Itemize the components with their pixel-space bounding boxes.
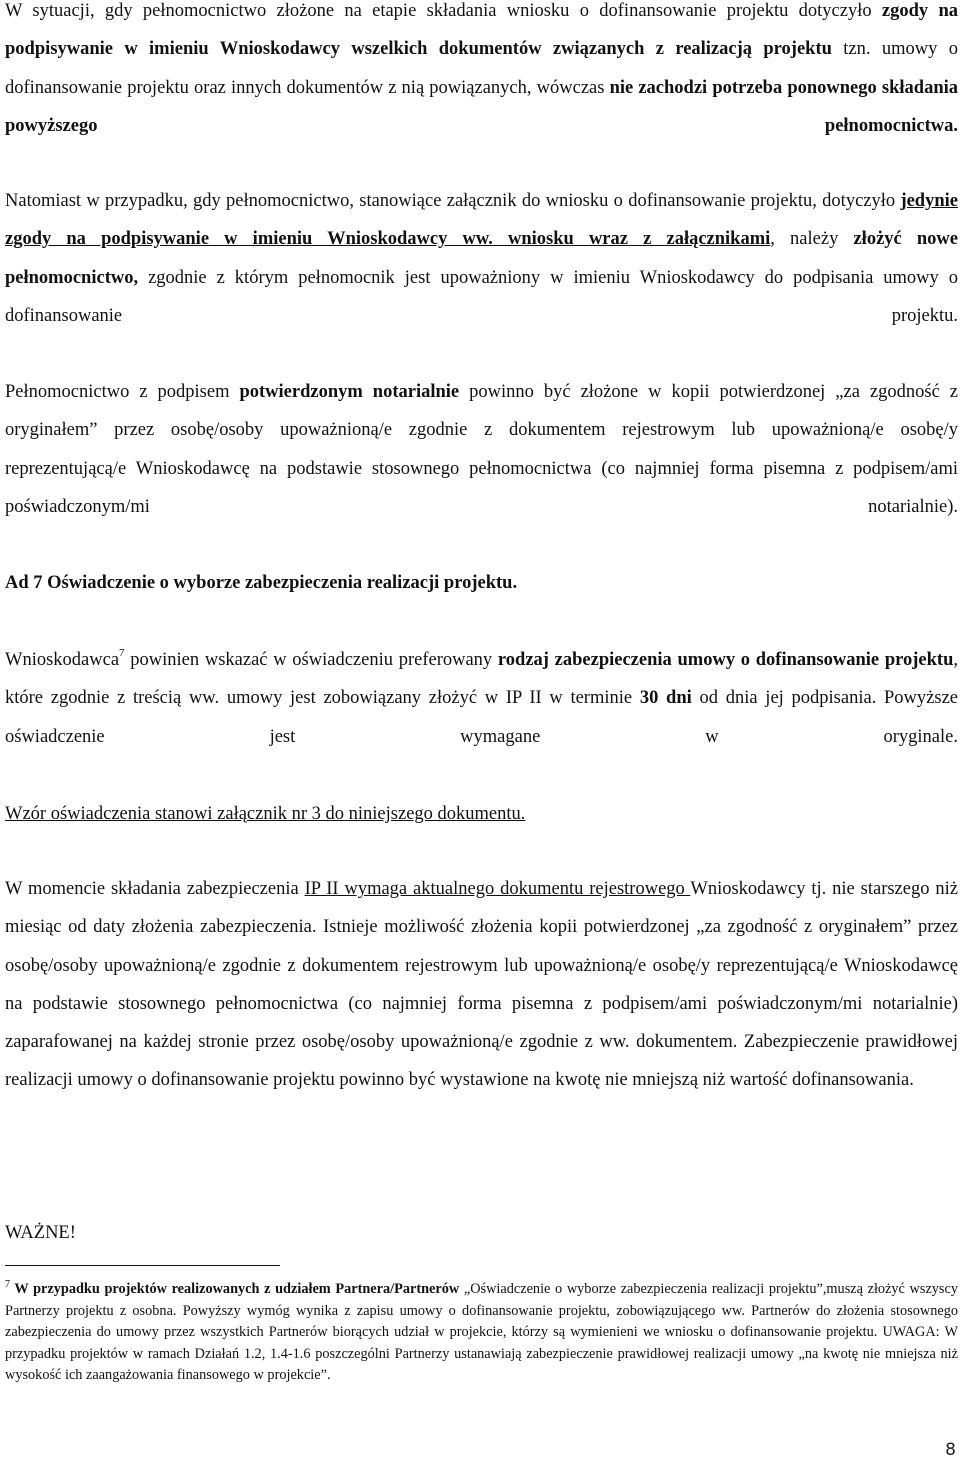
footnote-reference: 7 [119, 647, 125, 659]
footnote-emphasis: W przypadku projektów realizowanych z udziałem Partnera/Partnerów [10, 1281, 460, 1297]
emphasis: zgody na podpisywanie w imieniu Wnioskodawcy wszelkich dokumentów związanych z realizacją projektu [5, 1, 958, 60]
emphasis: potwierdzonym notarialnie [239, 382, 460, 402]
section-heading: Ad 7 Oświadczenie o wyborze zabezpieczenia realizacji projektu. [5, 573, 518, 593]
emphasis: złożyć nowe pełnomocnictwo, [5, 229, 958, 288]
footnote: $^7$ W przypadku projektów realizowanych z udziałem Partnera/Partnerów „Oświadczenie o wyborze zabezpieczenia realizacji projektu”,muszą złożyć wszyscy Partnerzy projektu z osobna. Powyższy wymóg wynika z zapisu umowy o dofinansowanie projektu, zobowiązującego ww. Partnerów do złożenia stosownego zabezpieczenia do umowy przez wszystkich Partnerów biorących udział w projekcie, którzy są wymienieni we wniosku o dofinansowanie projektu. UWAGA: W przypadku projektów w ramach Działań 1.2, 1.4-1.6 poszczególni Partnerzy ustanawiają zabezpieczenie prawidłowej realizacji umowy „na kwotę nie mniejsza niż wysokość ich zaangażowania finansowego w projekcie”. [5, 1279, 958, 1383]
underlined-requirement: IP II wymaga aktualnego dokumentu rejestrowego [304, 879, 691, 899]
emphasis: rodzaj zabezpieczenia umowy o dofinansowanie projektu [497, 650, 954, 670]
emphasis: 30 dni [639, 688, 692, 709]
emphasis: nie zachodzi potrzeba ponownego składania powyższego pełnomocnictwa. [5, 77, 958, 136]
template-note: Wzór oświadczenia stanowi załącznik nr 3 do niniejszego dokumentu. [5, 804, 526, 824]
emphasis: jedynie zgody na podpisywanie w imieniu Wnioskodawcy ww. wniosku wraz z załącznikami [5, 191, 958, 250]
paragraph-notarial-signature: Pełnomocnictwo z podpisem potwierdzonym notarialnie powinno być złożone w kopii potwierdzonej „za zgodność z oryginałem” przez osobę/osoby upoważnioną/e zgodnie z dokumentem rejestrowym lub upoważnioną/e osobę/y reprezentującą/e Wnioskodawcę na podstawie stosownego pełnomocnictwa (co najmniej forma pisemna z podpisem/ami poświadczonym/mi notarialnie). [5, 382, 959, 517]
paragraph-registration-document: W momencie składania zabezpieczenia IP II wymaga aktualnego dokumentu rejestrowego Wnioskodawcy tj. nie starszego niż miesiąc od daty złożenia zabezpieczenia. Istnieje możliwość złożenia kopii potwierdzonej „za zgodność z oryginałem” przez osobę/osoby upoważnioną/e zgodnie z dokumentem rejestrowym lub upoważnioną/e osobę/y reprezentującą/e Wnioskodawcę na podstawie stosownego pełnomocnictwa (co najmniej forma pisemna z podpisem/ami poświadczonym/mi notarialnie) zaparafowanej na każdej stronie przez osobę/osoby upoważnioną/e zgodnie z ww. dokumentem. Zabezpieczenie prawidłowej realizacji umowy o dofinansowanie projektu powinno być wystawione na kwotę nie mniejszą niż wartość dofinansowania. [5, 879, 958, 1091]
footnote-separator [5, 1265, 280, 1266]
paragraph-security-type: Wnioskodawca$^7$ powinien wskazać w oświadczeniu preferowany rodzaj zabezpieczenia umowy o dofinansowanie projektu, które zgodnie z treścią ww. umowy jest zobowiązany złożyć w IP II w terminie 30 dni od dnia jej podpisania. Powyższe oświadczenie jest wymagane w oryginale. [5, 647, 958, 747]
paragraph-new-power-of-attorney: Natomiast w przypadku, gdy pełnomocnictwo, stanowiące załącznik do wniosku o dofinansowanie projektu, dotyczyło jedynie zgody na podpisywanie w imieniu Wnioskodawcy ww. wniosku wraz z załącznikami, należy złożyć nowe pełnomocnictwo, zgodnie z którym pełnomocnik jest upoważniony w imieniu Wnioskodawcy do podpisania umowy o dofinansowanie projektu. [5, 191, 958, 326]
footnote-number: 7 [5, 1279, 10, 1290]
paragraph-power-of-attorney-scope: W sytuacji, gdy pełnomocnictwo złożone na etapie składania wniosku o dofinansowanie projektu dotyczyło zgody na podpisywanie w imieniu Wnioskodawcy wszelkich dokumentów związanych z realizacją projektu tzn. umowy o dofinansowanie projektu oraz innych dokumentów z nią powiązanych, wówczas nie zachodzi potrzeba ponownego składania powyższego pełnomocnictwa. [5, 1, 958, 136]
important-label: WAŻNE! [5, 1223, 76, 1243]
page-number: 8 [945, 1440, 956, 1460]
